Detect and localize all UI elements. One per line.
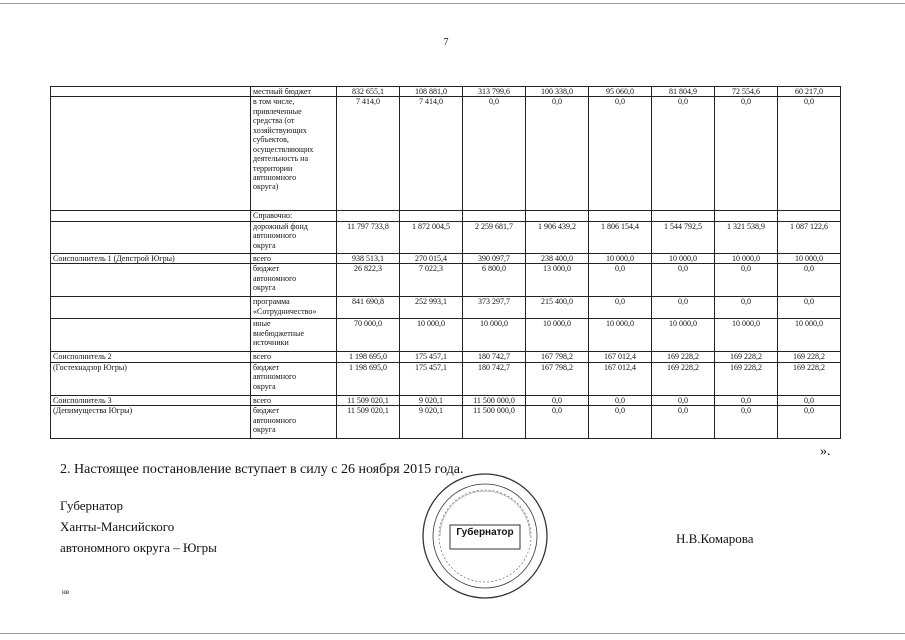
value-cell: 10 000,0 [778,253,841,263]
value-cell: 169 228,2 [715,352,778,362]
value-cell: 1 806 154,4 [589,221,652,253]
row-executor-cell [51,221,251,253]
row-executor-cell [51,319,251,352]
value-cell: 215 400,0 [526,297,589,319]
value-cell: 1 198 695,0 [337,362,400,395]
value-cell: 10 000,0 [463,319,526,352]
closing-quote-mark: ». [820,444,831,459]
value-cell: 72 554,6 [715,87,778,97]
table-row [51,87,841,97]
value-cell: 11 509 020,1 [337,406,400,439]
value-cell: 169 228,2 [778,352,841,362]
row-executor-cell [51,87,251,97]
value-cell: 0,0 [463,97,526,211]
value-cell: 10 000,0 [715,319,778,352]
value-cell: 11 797 733,8 [337,221,400,253]
table-row [51,297,841,319]
value-cell: 0,0 [589,97,652,211]
value-cell: 169 228,2 [778,362,841,395]
value-cell: 10 000,0 [715,253,778,263]
row-executor-cell: Соисполнитель 2 [51,352,251,362]
value-cell: 7 022,3 [400,264,463,297]
value-cell [778,211,841,221]
row-executor-cell: (Гостехнадзор Югры) [51,362,251,395]
page-number: 7 [443,37,449,48]
value-cell: 169 228,2 [715,362,778,395]
value-cell: 0,0 [778,97,841,211]
value-cell: 390 097,7 [463,253,526,263]
value-cell: 180 742,7 [463,352,526,362]
value-cell: 167 012,4 [589,362,652,395]
value-cell: 10 000,0 [778,319,841,352]
value-cell: 0,0 [526,406,589,439]
value-cell [400,211,463,221]
footer-code: нв [62,588,70,596]
value-cell [715,211,778,221]
value-cell: 832 655,1 [337,87,400,97]
value-cell: 0,0 [778,264,841,297]
value-cell: 0,0 [715,97,778,211]
value-cell: 0,0 [778,395,841,405]
signatory-title: Губернатор Ханты-Мансийского автономного округа – Югры [60,498,217,555]
value-cell [652,211,715,221]
value-cell: 10 000,0 [652,319,715,352]
row-source-cell: в том числе, привлеченные средства (от хозяйствующих субъектов, осуществляющих деятельность на территории автономного округа) [251,97,337,211]
signer-name: Н.В.Комарова [676,531,754,546]
value-cell: 0,0 [589,264,652,297]
value-cell: 100 338,0 [526,87,589,97]
value-cell: 6 800,0 [463,264,526,297]
value-cell: 10 000,0 [589,319,652,352]
row-source-cell: всего [251,395,337,405]
row-source-cell: программа «Сотрудничество» [251,297,337,319]
value-cell: 1 906 439,2 [526,221,589,253]
value-cell: 252 993,1 [400,297,463,319]
row-source-cell: всего [251,253,337,263]
value-cell: 0,0 [715,395,778,405]
row-executor-cell [51,211,251,221]
value-cell: 2 259 681,7 [463,221,526,253]
value-cell: 0,0 [715,297,778,319]
value-cell: 938 513,1 [337,253,400,263]
stamp-center-label: Губернатор [456,527,514,538]
value-cell: 81 804,9 [652,87,715,97]
scan-top-edge [0,3,905,4]
value-cell: 270 015,4 [400,253,463,263]
value-cell: 7 414,0 [400,97,463,211]
table-row [51,221,841,253]
value-cell: 169 228,2 [652,352,715,362]
table-row [51,362,841,395]
value-cell: 167 798,2 [526,362,589,395]
row-source-cell: бюджет автономного округа [251,264,337,297]
value-cell: 238 400,0 [526,253,589,263]
value-cell: 0,0 [652,264,715,297]
row-source-cell: местный бюджет [251,87,337,97]
value-cell: 841 690,8 [337,297,400,319]
table-row [51,264,841,297]
row-source-cell: бюджет автономного округа [251,362,337,395]
value-cell: 167 012,4 [589,352,652,362]
value-cell [589,211,652,221]
value-cell: 11 500 000,0 [463,395,526,405]
row-executor-cell [51,97,251,211]
value-cell: 1 087 122,6 [778,221,841,253]
value-cell: 0,0 [652,297,715,319]
value-cell [526,211,589,221]
row-executor-cell [51,264,251,297]
value-cell [463,211,526,221]
value-cell: 1 544 792,5 [652,221,715,253]
value-cell: 167 798,2 [526,352,589,362]
value-cell: 1 321 538,9 [715,221,778,253]
table-row [51,211,841,221]
value-cell: 175 457,1 [400,362,463,395]
row-executor-cell: Соисполнитель 1 (Депстрой Югры) [51,253,251,263]
value-cell: 13 000,0 [526,264,589,297]
value-cell: 175 457,1 [400,352,463,362]
table-row [51,406,841,439]
value-cell: 10 000,0 [589,253,652,263]
value-cell: 9 020,1 [400,406,463,439]
value-cell: 0,0 [589,406,652,439]
value-cell: 10 000,0 [400,319,463,352]
row-executor-cell: (Депимущества Югры) [51,406,251,439]
value-cell: 0,0 [715,264,778,297]
table-row [51,253,841,263]
value-cell: 0,0 [778,297,841,319]
value-cell: 0,0 [526,97,589,211]
value-cell: 9 020,1 [400,395,463,405]
value-cell: 70 000,0 [337,319,400,352]
row-executor-cell [51,297,251,319]
row-source-cell: всего [251,352,337,362]
effective-date-paragraph: 2. Настоящее постановление вступает в силу с 26 ноября 2015 года. [60,462,464,477]
row-source-cell: дорожный фонд автономного округа [251,221,337,253]
value-cell: 373 297,7 [463,297,526,319]
row-executor-cell: Соисполнитель 3 [51,395,251,405]
value-cell: 0,0 [526,395,589,405]
value-cell: 1 198 695,0 [337,352,400,362]
value-cell: 26 822,3 [337,264,400,297]
value-cell: 0,0 [778,406,841,439]
value-cell: 95 060,0 [589,87,652,97]
table-row [51,97,841,211]
value-cell: 180 742,7 [463,362,526,395]
value-cell: 7 414,0 [337,97,400,211]
funding-table [50,86,841,439]
table-row [51,352,841,362]
value-cell: 169 228,2 [652,362,715,395]
value-cell: 0,0 [715,406,778,439]
value-cell: 0,0 [652,406,715,439]
value-cell: 10 000,0 [526,319,589,352]
row-source-cell: иные внебюджетные источники [251,319,337,352]
value-cell: 0,0 [589,297,652,319]
value-cell: 11 500 000,0 [463,406,526,439]
value-cell: 11 509 020,1 [337,395,400,405]
row-source-cell: бюджет автономного округа [251,406,337,439]
value-cell: 10 000,0 [652,253,715,263]
table-row [51,395,841,405]
value-cell [337,211,400,221]
value-cell: 1 872 004,5 [400,221,463,253]
value-cell: 60 217,0 [778,87,841,97]
scan-bottom-edge [0,633,905,634]
row-source-cell: Справочно: [251,211,337,221]
value-cell: 0,0 [652,97,715,211]
value-cell: 108 881,0 [400,87,463,97]
value-cell: 0,0 [589,395,652,405]
value-cell: 0,0 [652,395,715,405]
value-cell: 313 799,6 [463,87,526,97]
table-row [51,319,841,352]
